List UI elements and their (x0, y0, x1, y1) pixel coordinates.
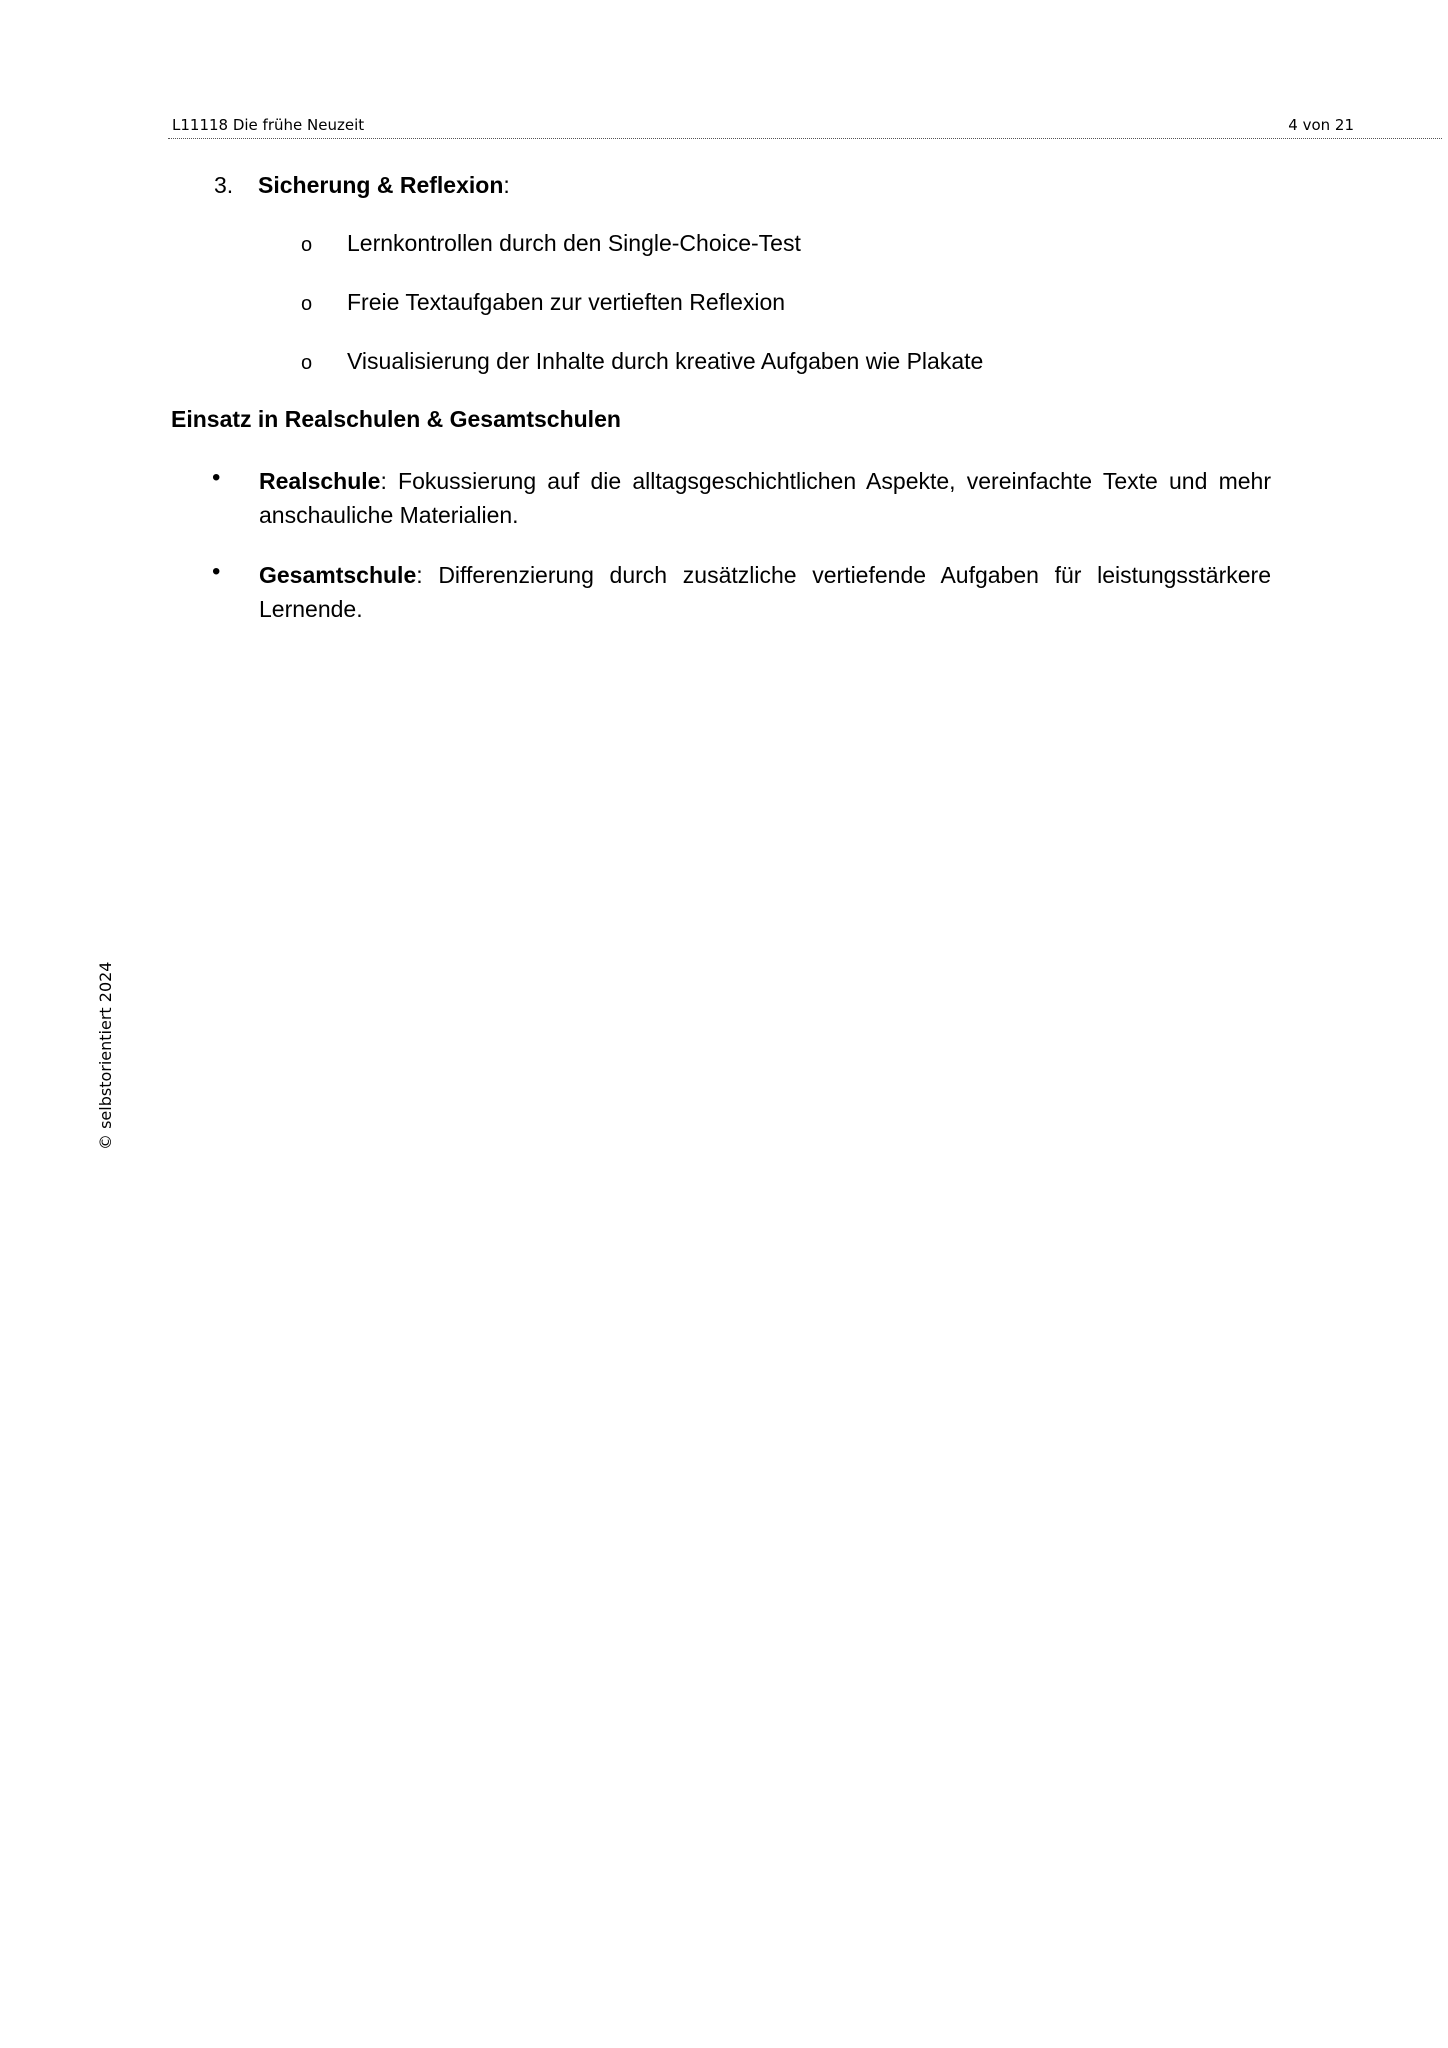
bullet-term: Gesamtschule (259, 562, 417, 588)
section-title-colon: : (503, 172, 510, 198)
list-item (301, 230, 801, 257)
circle-bullet-icon: o (301, 352, 313, 374)
document-title: L11118 Die frühe Neuzeit (172, 116, 365, 134)
list-item-text: Lernkontrollen durch den Single-Choice-Test (347, 230, 801, 256)
bullet-description: : Differenzierung durch zusätzliche vertiefende Aufgaben für leistungsstärkere Lernende. (259, 562, 1271, 622)
realschule-paragraph (259, 464, 1271, 532)
circle-bullet-icon: o (301, 234, 313, 256)
bullet-icon: • (212, 464, 221, 491)
list-item-text: Freie Textaufgaben zur vertieften Reflexion (347, 289, 786, 315)
section-3-heading (214, 172, 510, 199)
page-header (168, 114, 1442, 139)
bullet-term: Realschule (259, 468, 381, 494)
section-number: 3. (214, 172, 234, 198)
list-item-text: Visualisierung der Inhalte durch kreative Aufgaben wie Plakate (347, 348, 984, 374)
section-title: Sicherung & Reflexion (258, 172, 504, 198)
list-item (301, 289, 785, 316)
bullet-description: : Fokussierung auf die alltagsgeschichtlichen Aspekte, vereinfachte Texte und mehr anschauliche Materialien. (259, 468, 1271, 528)
page-number: 4 von 21 (1288, 116, 1354, 134)
school-section-heading: Einsatz in Realschulen & Gesamtschulen (171, 406, 621, 432)
bullet-icon: • (212, 558, 221, 585)
gesamtschule-paragraph (259, 558, 1271, 626)
list-item (301, 348, 983, 375)
copyright-notice: © selbstorientiert 2024 (96, 961, 115, 1150)
circle-bullet-icon: o (301, 293, 313, 315)
